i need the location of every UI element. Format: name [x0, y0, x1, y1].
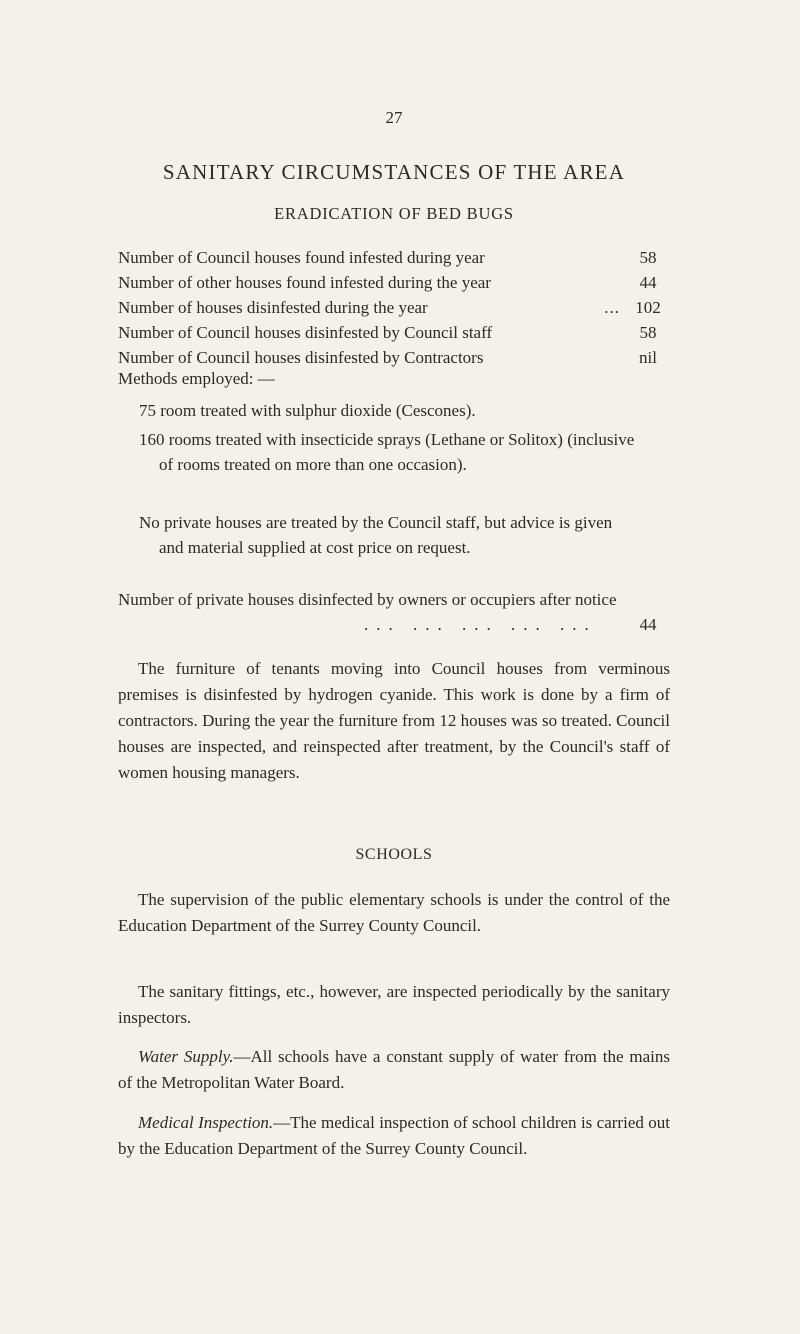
stat-label: Number of Council houses disinfested by Council staff [118, 323, 493, 342]
private-houses-label: Number of private houses disinfected by owners or occupiers after notice [118, 590, 617, 609]
private-houses-leader: ... ... ... ... ... [364, 615, 597, 634]
water-supply-text: —All schools have a constant supply of water from the mains of the Metropolitan Water Board. [118, 1047, 670, 1092]
stat-value: 58 [639, 248, 657, 267]
stat-row [118, 246, 670, 270]
stat-row [118, 346, 670, 370]
private-houses-row [118, 587, 670, 634]
stat-value: 58 [639, 323, 657, 342]
section-heading-bed-bugs: ERADICATION OF BED BUGS [274, 204, 514, 223]
stat-value: 44 [639, 273, 657, 292]
water-supply-paragraph [118, 1044, 670, 1096]
method-item: 75 room treated with sulphur dioxide (Cescones). [139, 401, 476, 420]
stat-row [118, 296, 670, 320]
page-number: 27 [385, 108, 403, 127]
stat-row [118, 271, 670, 295]
private-houses-value: 44 [639, 615, 657, 634]
method-item: 160 rooms treated with insecticide sprays (Lethane or Solitox) (inclusive of rooms treated on more than one occasion). [139, 430, 635, 474]
stat-row [118, 321, 670, 345]
stat-leader: ... [604, 298, 620, 317]
stat-value: 102 [635, 298, 661, 317]
medical-inspection-text: —The medical inspection of school children is carried out by the Education Department of the Surrey County Council. [118, 1113, 670, 1158]
water-supply-title: Water Supply. [138, 1047, 234, 1066]
method-item: No private houses are treated by the Council staff, but advice is given and material supplied at cost price on request. [139, 513, 613, 557]
schools-paragraph-supervision: The supervision of the public elementary schools is under the control of the Education Department of the Surrey County Council. [118, 890, 670, 935]
medical-inspection-title: Medical Inspection. [138, 1113, 274, 1132]
furniture-paragraph: The furniture of tenants moving into Council houses from verminous premises is disinfested by hydrogen cyanide. This work is done by a firm of contractors. During the year the furniture from 12 houses was so treated. Council houses are inspected, and reinspected after treatment, by the Council's staff of women housing managers. [118, 659, 670, 782]
stat-label: Number of Council houses disinfested by Contractors [118, 348, 484, 367]
schools-paragraph-sanitary: The sanitary fittings, etc., however, are inspected periodically by the sanitary inspectors. [118, 982, 670, 1027]
stat-label: Number of houses disinfested during the year [118, 298, 428, 317]
medical-inspection-paragraph [118, 1110, 670, 1162]
section-heading-schools: SCHOOLS [355, 846, 433, 863]
page-title: SANITARY CIRCUMSTANCES OF THE AREA [162, 160, 626, 184]
stat-label: Number of other houses found infested during the year [118, 273, 491, 292]
stat-label: Number of Council houses found infested during year [118, 248, 485, 267]
stat-value: nil [639, 348, 657, 367]
document-page [118, 0, 670, 1334]
methods-heading: Methods employed: — [118, 369, 275, 388]
